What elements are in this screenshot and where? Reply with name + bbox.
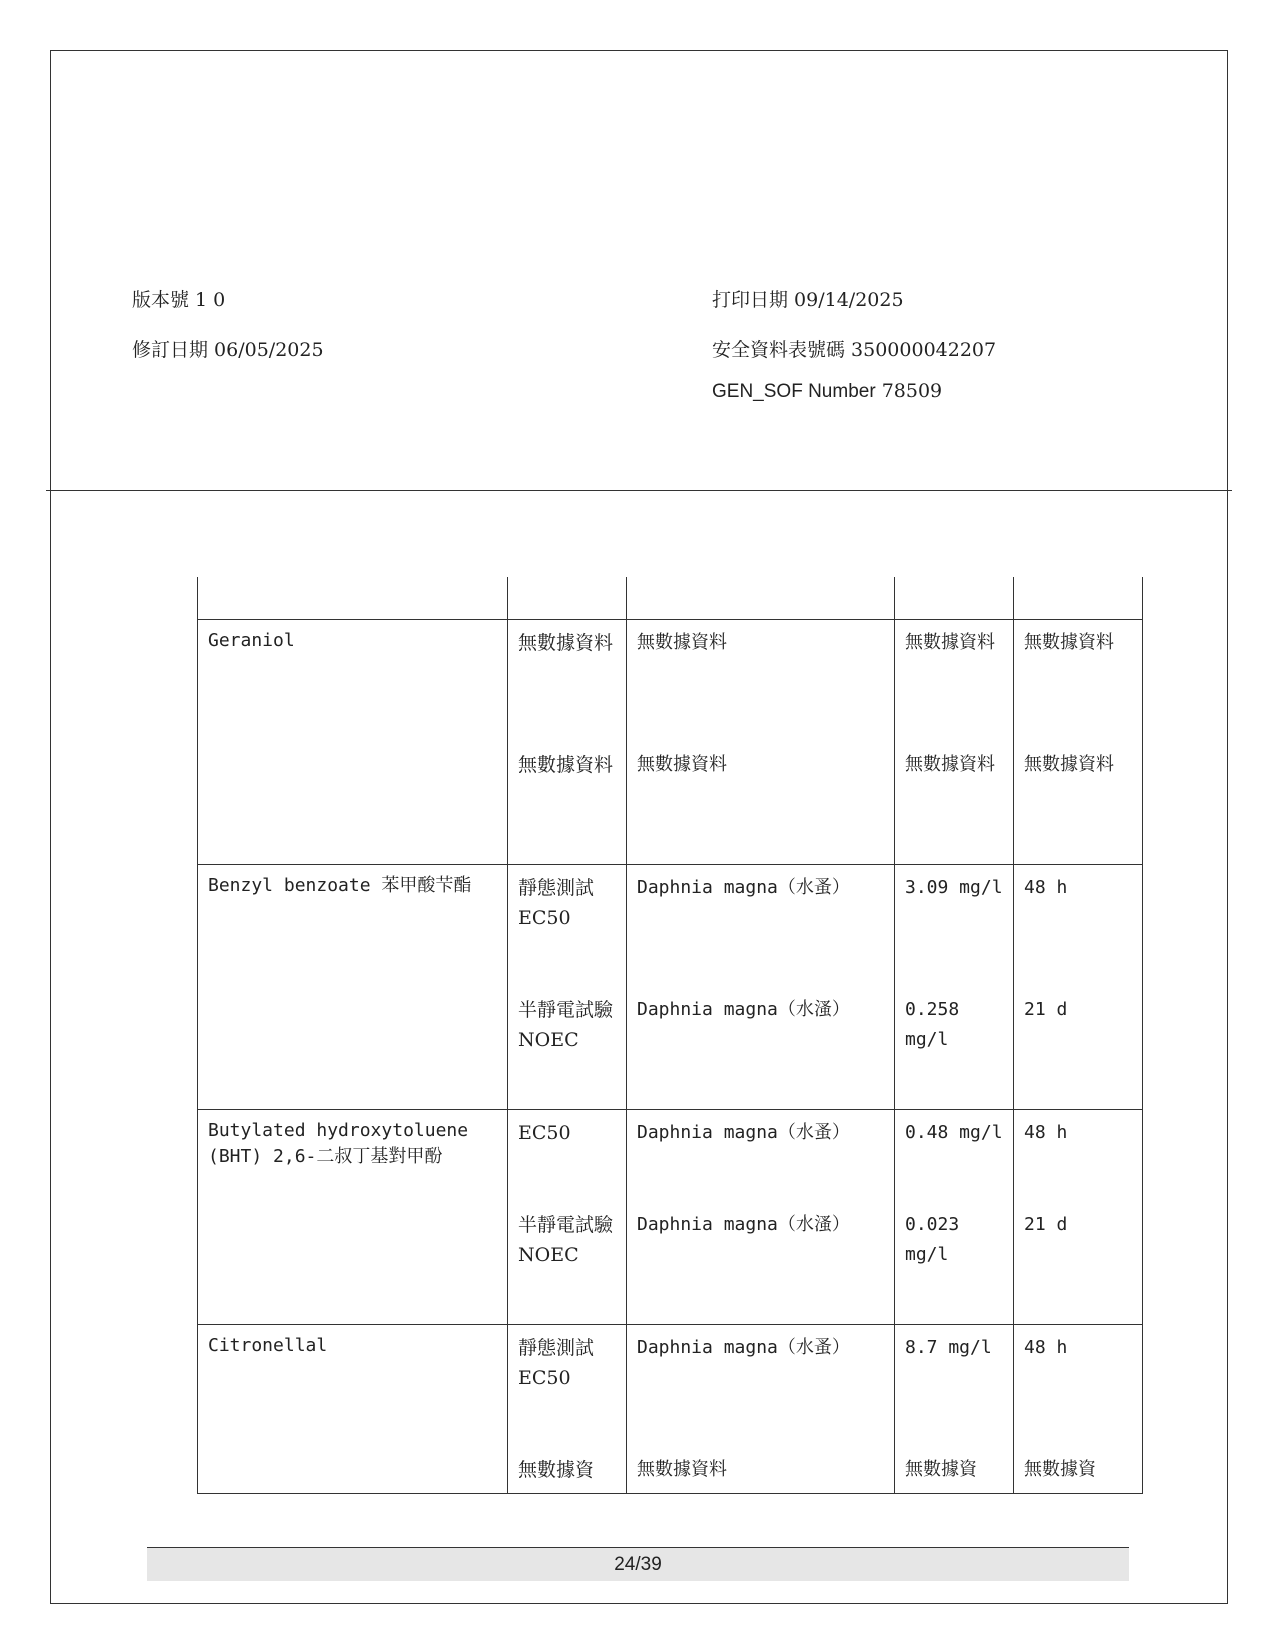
- test-species-cell: [627, 865, 895, 1110]
- exposure-duration: 48 h: [1024, 877, 1068, 898]
- ecotoxicity-table: [197, 577, 1143, 1494]
- exposure-duration: 48 h: [1024, 1337, 1068, 1358]
- substance-name: Benzyl benzoate 苯甲酸芐酯: [208, 875, 472, 896]
- exposure-duration-cell: [1014, 1110, 1143, 1325]
- substance-cell: [198, 865, 508, 1110]
- table-continuation-row: [198, 577, 1143, 620]
- test-type: EC50: [518, 1122, 571, 1144]
- test-type: 無數據資: [518, 1459, 595, 1481]
- endpoint-value: 無數據資: [905, 1459, 977, 1480]
- test-type-cell: [508, 1325, 627, 1494]
- test-type-cell: [508, 865, 627, 1110]
- test-species-cell: [627, 620, 895, 865]
- table-row: [198, 1110, 1143, 1325]
- test-type: 靜態測試 EC50: [518, 1337, 595, 1389]
- test-species: Daphnia magna（水蚤）: [637, 1122, 850, 1143]
- exposure-duration: 無數據資: [1024, 1459, 1096, 1480]
- header-divider: [46, 490, 1232, 491]
- page-number: 24/39: [147, 1547, 1129, 1581]
- substance-cell: [198, 620, 508, 865]
- revision-date: 修訂日期 06/05/2025: [132, 339, 324, 361]
- test-type: 半靜電試驗 NOEC: [518, 1214, 614, 1266]
- test-species: Daphnia magna（水溞）: [637, 1214, 850, 1235]
- endpoint-value: 無數據資料: [905, 754, 995, 775]
- endpoint-value-cell: [895, 1325, 1014, 1494]
- endpoint-value: 3.09 mg/l: [905, 877, 1003, 898]
- substance-cell: [198, 1110, 508, 1325]
- substance-name: Geraniol: [208, 630, 295, 651]
- test-type: 半靜電試驗 NOEC: [518, 999, 614, 1051]
- exposure-duration-cell: [1014, 865, 1143, 1110]
- gen-sof-number: [712, 380, 942, 403]
- substance-cell: [198, 1325, 508, 1494]
- endpoint-value: 無數據資料: [905, 632, 995, 653]
- table-row: [198, 865, 1143, 1110]
- substance-name: Butylated hydroxytoluene (BHT) 2,6-二叔丁基對甲酚: [208, 1120, 469, 1167]
- test-type: 無數據資料: [518, 754, 614, 776]
- endpoint-value: 0.48 mg/l: [905, 1122, 1003, 1143]
- test-species: 無數據資料: [637, 754, 727, 775]
- sds-number: 安全資料表號碼 350000042207: [712, 339, 997, 361]
- test-species: Daphnia magna（水溞）: [637, 999, 850, 1020]
- exposure-duration: 無數據資料: [1024, 754, 1114, 775]
- test-species: 無數據資料: [637, 632, 727, 653]
- table-row: [198, 620, 1143, 865]
- exposure-duration-cell: [1014, 620, 1143, 865]
- exposure-duration: 21 d: [1024, 1214, 1068, 1235]
- test-species: Daphnia magna（水蚤）: [637, 877, 850, 898]
- exposure-duration: 21 d: [1024, 999, 1068, 1020]
- gen-sof-value: 78509: [881, 380, 943, 402]
- endpoint-value-cell: [895, 1110, 1014, 1325]
- exposure-duration: 無數據資料: [1024, 632, 1114, 653]
- substance-name: Citronellal: [208, 1335, 328, 1356]
- test-species: 無數據資料: [637, 1459, 727, 1480]
- print-date: 打印日期 09/14/2025: [712, 289, 904, 311]
- endpoint-value-cell: [895, 865, 1014, 1110]
- endpoint-value-cell: [895, 620, 1014, 865]
- ecotoxicity-table-wrap: [197, 577, 1142, 1494]
- exposure-duration-cell: [1014, 1325, 1143, 1494]
- exposure-duration: 48 h: [1024, 1122, 1068, 1143]
- gen-sof-label: GEN_SOF Number: [712, 381, 876, 402]
- test-species-cell: [627, 1110, 895, 1325]
- test-type: 無數據資料: [518, 632, 614, 654]
- test-species-cell: [627, 1325, 895, 1494]
- test-type-cell: [508, 620, 627, 865]
- test-species: Daphnia magna（水蚤）: [637, 1337, 850, 1358]
- table-row: [198, 1325, 1143, 1494]
- version-number: 版本號 1 0: [132, 289, 226, 311]
- endpoint-value: 0.258 mg/l: [905, 999, 960, 1050]
- test-type-cell: [508, 1110, 627, 1325]
- test-type: 靜態測試 EC50: [518, 877, 595, 929]
- endpoint-value: 0.023 mg/l: [905, 1214, 960, 1265]
- endpoint-value: 8.7 mg/l: [905, 1337, 992, 1358]
